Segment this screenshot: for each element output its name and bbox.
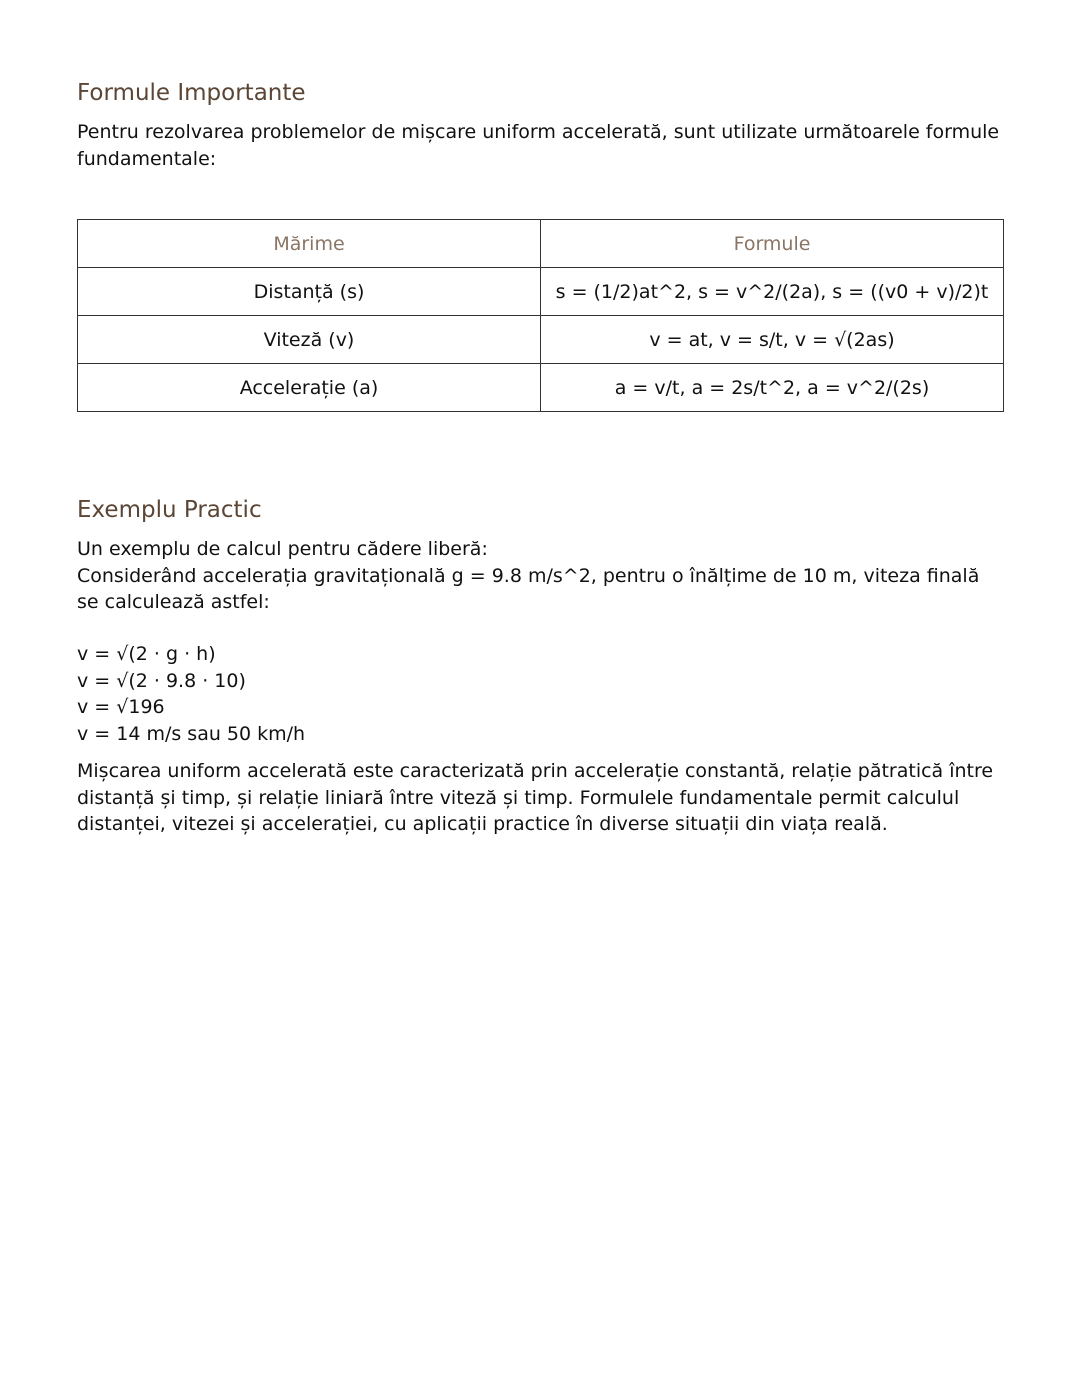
example-line: Un exemplu de calcul pentru cădere liberă: [77, 538, 488, 560]
example-paragraph [77, 536, 1004, 616]
table-cell: Distanță (s) [78, 268, 541, 316]
calculation-block [77, 641, 1004, 747]
intro-paragraph: Pentru rezolvarea problemelor de mișcare uniform accelerată, sunt utilizate următoarele formule fundamentale: [77, 121, 1000, 170]
column-header-formule: Formule [541, 220, 1004, 268]
calc-line: v = √(2 · 9.8 · 10) [77, 669, 246, 692]
example-line: Considerând accelerația gravitațională g = 9.8 m/s^2, pentru o înălțime de 10 m, viteza finală se calculează astfel: [77, 564, 980, 613]
calc-line: v = √(2 · g · h) [77, 643, 216, 665]
calc-line: v = √196 [77, 696, 165, 718]
table-cell: a = v/t, a = 2s/t^2, a = v^2/(2s) [541, 364, 1004, 412]
table-row [78, 316, 1004, 364]
section-title-formule: Formule Importante [77, 80, 306, 106]
conclusion-paragraph: Mișcarea uniform accelerată este caracterizată prin accelerație constantă, relație pătratică între distanță și timp, și relație liniară între viteză și timp. Formulele fundamentale permit calculul distanței, vitezei și accelerației, cu aplicații practice în diverse situații din viața reală. [77, 760, 994, 835]
calc-line: v = 14 m/s sau 50 km/h [77, 722, 306, 745]
column-header-marime: Mărime [78, 220, 541, 268]
table-row [78, 364, 1004, 412]
formula-table [77, 219, 1004, 412]
table-cell: Accelerație (a) [78, 364, 541, 412]
table-cell: s = (1/2)at^2, s = v^2/(2a), s = ((v0 + v)/2)t [541, 268, 1004, 316]
section-title-exemplu: Exemplu Practic [77, 497, 262, 523]
table-cell: Viteză (v) [78, 316, 541, 364]
table-row [78, 268, 1004, 316]
table-cell: v = at, v = s/t, v = √(2as) [541, 316, 1004, 364]
table-header-row [78, 220, 1004, 268]
